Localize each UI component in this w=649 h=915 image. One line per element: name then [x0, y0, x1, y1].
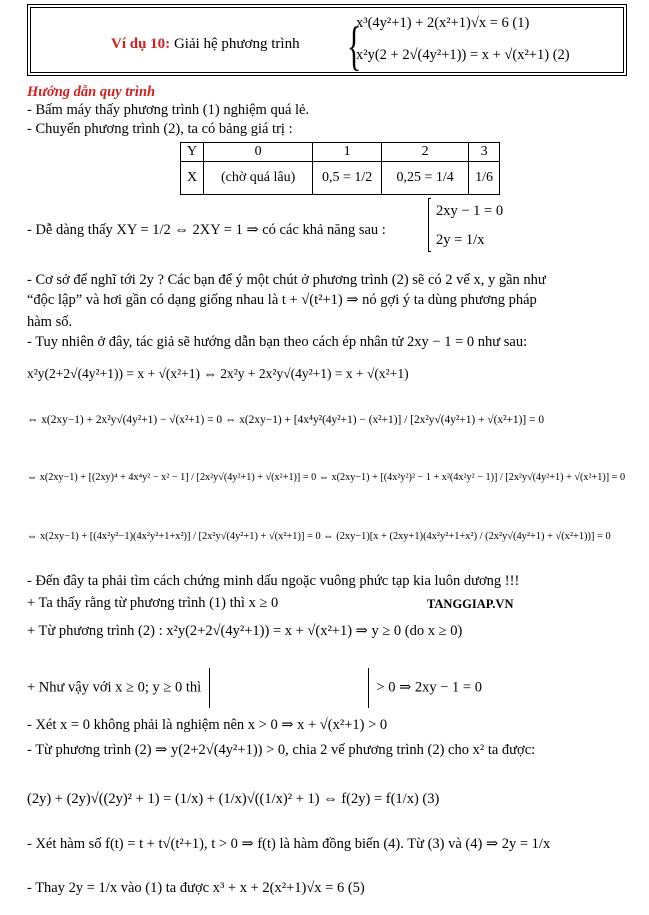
- table-cell: X: [181, 162, 204, 195]
- table-cell: 3: [469, 143, 500, 162]
- line-12: - Xét x = 0 không phải là nghiệm nên x > 0 ⇒ x + √(x²+1) > 0: [27, 717, 388, 733]
- table-cell: Y: [181, 143, 204, 162]
- line-7: - Tuy nhiên ở đây, tác giả sẽ hướng dẫn bạn theo cách ép nhân tử 2xy − 1 = 0 như sau:: [27, 334, 528, 350]
- table-cell: 0,25 = 1/4: [382, 162, 469, 195]
- table-row: [181, 162, 500, 195]
- line-2: - Chuyển phương trình (2), ta có bảng giá trị :: [27, 121, 293, 137]
- line-1: - Bấm máy thấy phương trình (1) nghiệm quá lẻ.: [27, 102, 310, 118]
- line-15: - Xét hàm số f(t) = t + t√(t²+1), t > 0 ⇒ f(t) là hàm đồng biến (4). Từ (3) và (4) ⇒ 2y = 1/x: [27, 836, 551, 852]
- line-3: [27, 222, 386, 239]
- equation-2: x²y(2 + 2√(4y²+1)) = x + √(x²+1) (2): [356, 47, 570, 63]
- line-10: + Từ phương trình (2) : x²y(2+2√(4y²+1)) = x + √(x²+1) ⇒ y ≥ 0 (do x ≥ 0): [27, 623, 463, 639]
- math-line-2: ⇔ x(2xy−1) + 2x²y√(4y²+1) − √(x²+1) = 0 ⇔ x(2xy−1) + [4x⁴y²(4y²+1) − (x²+1)] / [2x²y√(4y²+1) + √(x²+1)] = 0: [27, 414, 545, 426]
- math-line-3: ⇔ x(2xy−1) + [(2xy)⁴ + 4x⁴y² − x² − 1] / [2x²y√(4y²+1) + √(x²+1)] = 0 ⇔ x(2xy−1) + [(4x²y²)² − 1 + x²(4x²y² − 1)] / [2x²y√(4y²+1) + √(x²+1)] = 0: [27, 472, 626, 483]
- guide-heading: Hướng dẫn quy trình: [27, 84, 156, 100]
- system-brace: {: [347, 16, 362, 76]
- case-1: 2xy − 1 = 0: [436, 203, 504, 219]
- line-11: [27, 668, 482, 708]
- line-9: + Ta thấy rằng từ phương trình (1) thì x ≥ 0: [27, 595, 279, 611]
- watermark-text: TANGGIAP.VN: [427, 597, 514, 611]
- equation-1: x³(4y²+1) + 2(x²+1)√x = 6 (1): [356, 15, 530, 31]
- line-3-math: XY = 1/2 ⇔ 2XY = 1 ⇒: [116, 222, 259, 238]
- math-line-4: ⇔ x(2xy−1) + [(4x²y²−1)(4x²y²+1+x²)] / [2x²y√(4y²+1) + √(x²+1)] = 0 ⇔ (2xy−1)[x + (2xy+1)(4x²y²+1+x²) / (2x²y√(4y²+1) + √(x²+1))] = 0: [27, 531, 611, 542]
- line-14: (2y) + (2y)√((2y)² + 1) = (1/x) + (1/x)√((1/x)² + 1) ⇔ f(2y) = f(1/x) (3): [27, 791, 440, 807]
- example-label: Ví dụ 10:: [111, 36, 171, 52]
- line-11-prefix: + Như vậy với x ≥ 0; y ≥ 0 thì: [27, 679, 202, 696]
- line-6: hàm số.: [27, 314, 73, 330]
- cases-bracket: [428, 198, 431, 252]
- table-cell: 1/6: [469, 162, 500, 195]
- case-2: 2y = 1/x: [436, 232, 485, 248]
- math-line-1: x²y(2+2√(4y²+1)) = x + √(x²+1) ⇔ 2x²y + 2x²y√(4y²+1) = x + √(x²+1): [27, 366, 409, 381]
- example-box: [27, 4, 627, 76]
- table-cell: 1: [313, 143, 382, 162]
- line-16: - Thay 2y = 1/x vào (1) ta được x³ + x + 2(x²+1)√x = 6 (5): [27, 880, 365, 896]
- line-13: - Từ phương trình (2) ⇒ y(2+2√(4y²+1)) > 0, chia 2 vế phương trình (2) cho x² ta được:: [27, 742, 536, 758]
- value-table: [180, 142, 500, 195]
- example-text: Giải hệ phương trình: [173, 36, 300, 52]
- line-3-suffix: có các khả năng sau :: [262, 222, 386, 238]
- table-row: [181, 143, 500, 162]
- table-cell: 2: [382, 143, 469, 162]
- line-8: - Đến đây ta phải tìm cách chứng minh dấu ngoặc vuông phức tạp kia luôn dương !!!: [27, 573, 520, 589]
- line-5: “độc lập” và hơi gần có dạng giống nhau là t + √(t²+1) ⇒ nó gợi ý ta dùng phương pháp: [27, 292, 537, 308]
- line-3-prefix: - Dễ dàng thấy: [27, 222, 113, 238]
- line-11-suffix: > 0 ⇒ 2xy − 1 = 0: [376, 679, 482, 696]
- bracket-expression: [209, 668, 369, 708]
- table-cell: (chờ quá lâu): [204, 162, 313, 195]
- table-cell: 0: [204, 143, 313, 162]
- table-cell: 0,5 = 1/2: [313, 162, 382, 195]
- line-4: - Cơ sở để nghĩ tới 2y ? Các bạn để ý một chút ở phương trình (2) sẽ có 2 vế x, y gần như: [27, 272, 546, 288]
- example-title: [111, 36, 300, 53]
